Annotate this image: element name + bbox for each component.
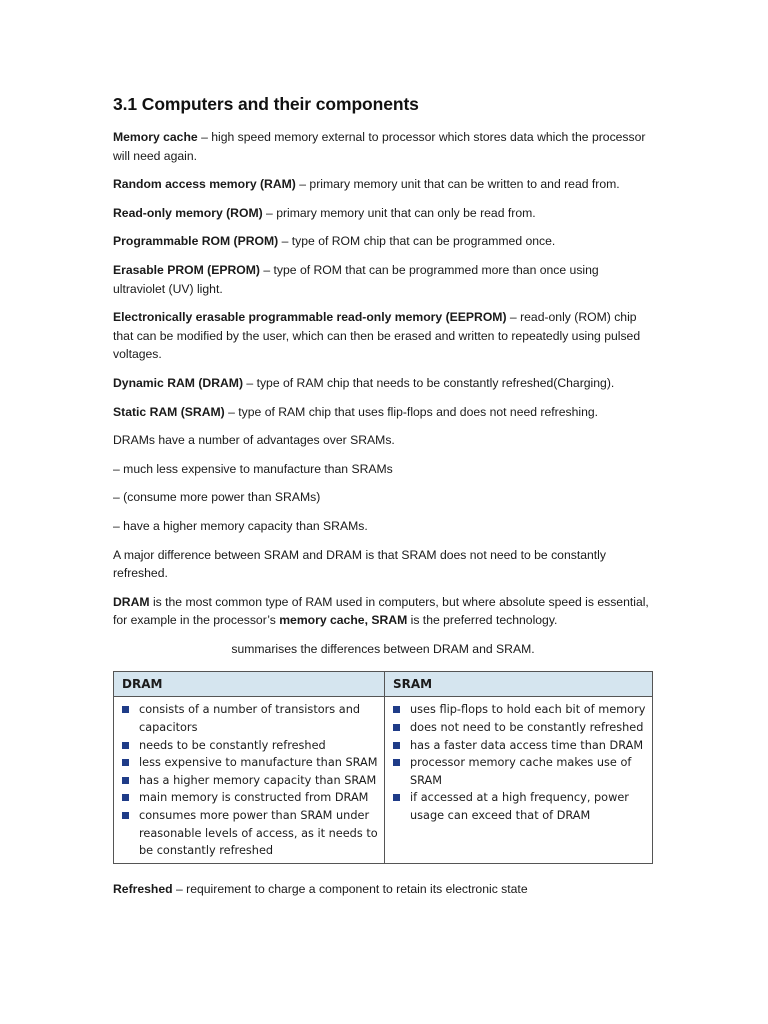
square-bullet-icon <box>393 794 400 801</box>
difference-paragraph: A major difference between SRAM and DRAM is that SRAM does not need to be constantly refreshed. <box>113 547 606 581</box>
list-item-text: does not need to be constantly refreshed <box>410 721 644 735</box>
paragraph-text: is the most common type of RAM used in computers, but where absolute speed is essential, for example in the processor’s <box>113 594 649 628</box>
list-item-text: has a higher memory capacity than SRAM <box>139 773 377 787</box>
common-type-paragraph <box>113 593 653 630</box>
list-item <box>120 737 378 755</box>
definition-text: – read-only (ROM) chip that can be modified by the user, which can then be erased and written to repeatedly using pulsed voltages. <box>113 310 641 362</box>
square-bullet-icon <box>122 706 129 713</box>
square-bullet-icon <box>122 794 129 801</box>
list-item-text: processor memory cache makes use of SRAM <box>410 756 632 787</box>
term: Electronically erasable programmable read-only memory (EEPROM) <box>113 310 507 325</box>
table-caption: summarises the differences between DRAM and SRAM. <box>231 641 535 656</box>
emphasis: DRAM <box>113 594 150 609</box>
square-bullet-icon <box>122 759 129 766</box>
term: Refreshed <box>113 881 173 896</box>
table-header-row <box>114 672 653 697</box>
list-item <box>391 737 646 755</box>
list-item <box>391 701 646 719</box>
term: Dynamic RAM (DRAM) <box>113 375 244 390</box>
definition-eeprom <box>113 308 653 364</box>
definition-text: – high speed memory external to processor which stores data which the processor will need again. <box>113 130 646 163</box>
comparison-table <box>113 671 653 863</box>
list-item-text: consists of a number of transistors and capacitors <box>139 703 361 735</box>
column-header-sram: SRAM <box>385 672 653 697</box>
term: Programmable ROM (PROM) <box>113 234 279 249</box>
list-item-text: less expensive to manufacture than SRAM <box>139 756 378 770</box>
square-bullet-icon <box>122 742 129 749</box>
definition-eprom <box>113 261 653 298</box>
list-item <box>120 789 378 807</box>
advantage-item: – much less expensive to manufacture than SRAMs <box>113 461 393 476</box>
definition-dram <box>113 374 653 393</box>
definition-text: – type of ROM that can be programmed more than once using ultraviolet (UV) light. <box>113 262 599 296</box>
advantages-intro: DRAMs have a number of advantages over SRAMs. <box>113 433 395 448</box>
list-item <box>391 789 646 824</box>
list-item-text: needs to be constantly refreshed <box>139 738 326 752</box>
definition-text: – requirement to charge a component to retain its electronic state <box>172 881 528 896</box>
list-item-text: consumes more power than SRAM under reasonable levels of access, as it needs to be constantly refreshed <box>139 809 378 858</box>
square-bullet-icon <box>393 759 400 766</box>
definition-sram <box>113 403 653 422</box>
definition-memory-cache <box>113 128 653 165</box>
paragraph-text: is the preferred technology. <box>407 613 558 628</box>
document-content <box>113 94 653 908</box>
list-item-text: if accessed at a high frequency, power usage can exceed that of DRAM <box>410 791 629 823</box>
emphasis: memory cache, SRAM <box>279 613 408 628</box>
list-item <box>120 772 378 790</box>
definition-text: – type of RAM chip that needs to be constantly refreshed(Charging). <box>243 375 615 390</box>
page-title: 3.1 Computers and their components <box>113 94 419 114</box>
sram-cell <box>385 697 653 863</box>
table-row <box>114 697 653 863</box>
definition-rom <box>113 204 653 223</box>
square-bullet-icon <box>393 742 400 749</box>
term: Static RAM (SRAM) <box>113 404 225 419</box>
definition-text: – type of RAM chip that uses flip-flops and does not need refreshing. <box>224 404 599 419</box>
list-item-text: has a faster data access time than DRAM <box>410 738 644 752</box>
square-bullet-icon <box>393 706 400 713</box>
advantage-item: – (consume more power than SRAMs) <box>113 490 321 505</box>
list-item <box>120 701 378 736</box>
term: Random access memory (RAM) <box>113 177 296 192</box>
square-bullet-icon <box>393 724 400 731</box>
square-bullet-icon <box>122 777 129 784</box>
term: Read-only memory (ROM) <box>113 205 263 220</box>
advantage-item: – have a higher memory capacity than SRAMs. <box>113 518 368 533</box>
list-item-text: uses flip-flops to hold each bit of memory <box>410 703 646 717</box>
column-header-dram: DRAM <box>114 672 385 697</box>
definition-refreshed <box>113 880 653 899</box>
list-item <box>391 719 646 737</box>
dram-cell <box>114 697 385 863</box>
sram-bullet-list <box>391 701 646 824</box>
definitions-list <box>113 128 653 421</box>
dram-bullet-list <box>120 701 378 859</box>
term: Memory cache <box>113 130 198 144</box>
definition-text: – primary memory unit that can only be read from. <box>262 205 536 220</box>
list-item-text: main memory is constructed from DRAM <box>139 791 369 805</box>
definition-text: – primary memory unit that can be written to and read from. <box>295 177 620 192</box>
square-bullet-icon <box>122 812 129 819</box>
list-item <box>120 754 378 772</box>
definition-text: – type of ROM chip that can be programmed once. <box>278 234 556 249</box>
list-item <box>391 754 646 789</box>
list-item <box>120 807 378 860</box>
definition-ram <box>113 175 653 194</box>
definition-prom <box>113 232 653 251</box>
term: Erasable PROM (EPROM) <box>113 262 260 277</box>
